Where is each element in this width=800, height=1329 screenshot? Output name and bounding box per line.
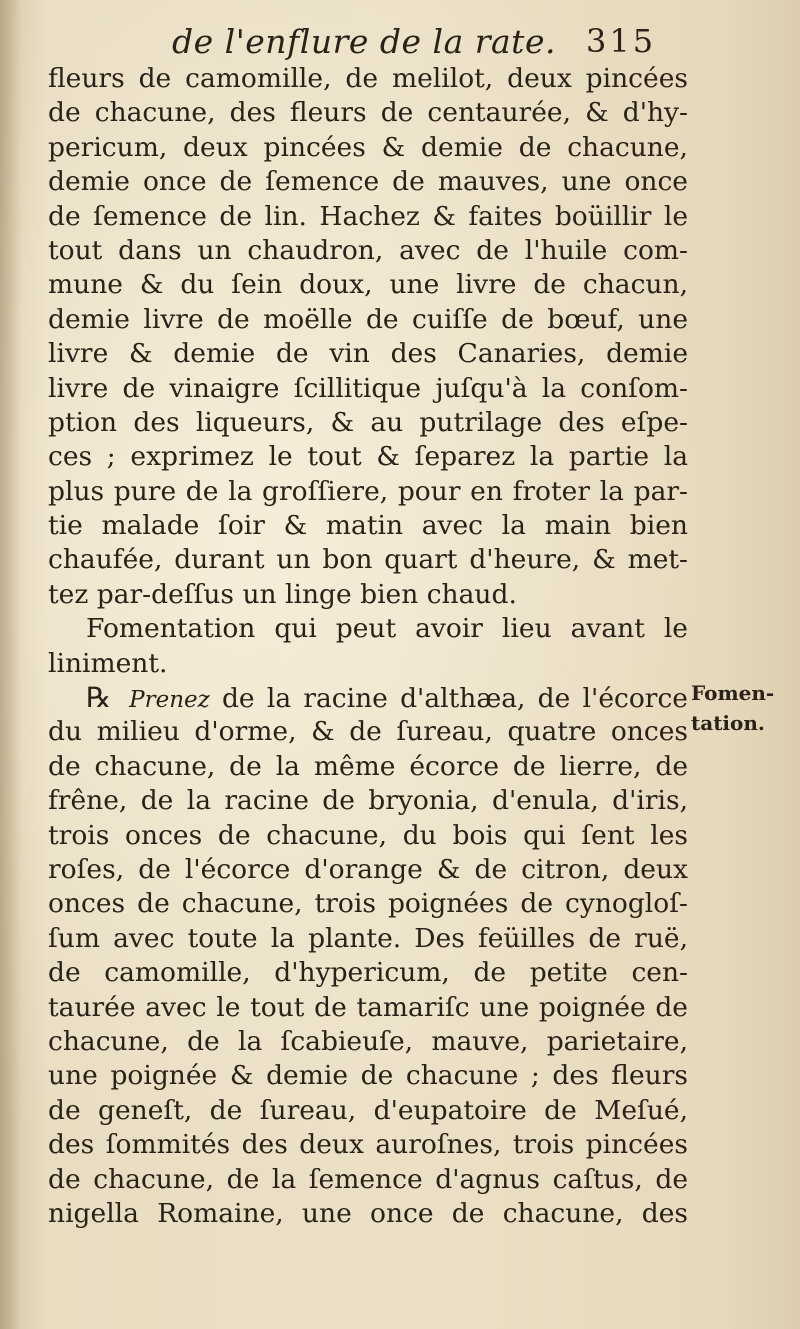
- text-line: tout dans un chaudron, avec de l'huile com-: [48, 234, 688, 266]
- text-line: du milieu d'orme, & de ſureau, quatre onces: [48, 716, 688, 748]
- page-header: [0, 18, 800, 62]
- text-line: tez par-deſſus un linge bien chaud.: [48, 578, 517, 610]
- text-line: de chacune, de la même écorce de lierre, de: [48, 750, 688, 782]
- marginal-note: [691, 678, 795, 738]
- recipe-first-line: [48, 681, 688, 715]
- text-line: tie malade ſoir & matin avec la main bien: [48, 510, 688, 542]
- text-line: fleurs de camomille, de melilot, deux pincées: [48, 63, 688, 94]
- text-line: plus pure de la groſſiere, pour en froter la par-: [48, 475, 688, 507]
- text-line: de chacune, des fleurs de centaurée, & d'hy-: [48, 97, 688, 129]
- text-line: roſes, de l'écorce d'orange & de citron, deux: [48, 853, 688, 885]
- text-line: une poignée & demie de chacune ; des fleurs: [48, 1060, 688, 1092]
- text-line: livre de vinaigre ſcillitique juſqu'à la conſom-: [48, 372, 688, 404]
- running-title: de l'enflure de la rate.: [172, 22, 556, 61]
- text-line: chaufée, durant un bon quart d'heure, & met-: [48, 544, 688, 576]
- recipe-word: Prenez: [129, 687, 210, 714]
- text-line: de camomille, d'hypericum, de petite cen-: [48, 957, 688, 989]
- text-line: de chacune, de la ſemence d'agnus caſtus, de: [48, 1163, 688, 1195]
- text-line: trois onces de chacune, du bois qui ſent les: [48, 819, 688, 851]
- text-line: pericum, deux pincées & demie de chacune,: [48, 131, 688, 163]
- recipe-first-line-rest: de la racine d'althæa, de l'écorce: [221, 683, 688, 715]
- marginal-note-line: Fomen-: [691, 681, 775, 705]
- text-line: frêne, de la racine de bryonia, d'enula, d'iris,: [48, 785, 688, 817]
- page-number: 315: [586, 22, 657, 60]
- text-line: mune & du ſein doux, une livre de chacun,: [48, 269, 688, 301]
- marginal-note-line: tation.: [691, 711, 765, 735]
- text-line: chacune, de la ſcabieuſe, mauve, parietaire,: [48, 1025, 688, 1057]
- text-line: de geneſt, de ſureau, d'eupatoire de Meſué,: [48, 1094, 688, 1126]
- text-line: onces de chacune, trois poignées de cynogloſ-: [48, 888, 688, 920]
- text-line: ces ; exprimez le tout & ſeparez la partie la: [48, 441, 688, 473]
- section-heading-line: Fomentation qui peut avoir lieu avant le: [86, 613, 688, 645]
- body-text: [48, 62, 688, 1231]
- section-heading-line: liniment.: [48, 647, 168, 679]
- text-line: ption des liqueurs, & au putrilage des eſpe-: [48, 406, 688, 438]
- text-line: demie once de ſemence de mauves, une once: [48, 166, 688, 198]
- text-line: de ſemence de lin. Hachez & faites boüillir le: [48, 200, 688, 232]
- text-line: nigella Romaine, une once de chacune, des: [48, 1197, 688, 1229]
- recipe-symbol: ℞: [86, 681, 112, 715]
- text-line: des ſommités des deux auroſnes, trois pincées: [48, 1129, 688, 1161]
- text-line: demie livre de moëlle de cuiſſe de bœuf, une: [48, 303, 688, 335]
- text-line: ſum avec toute la plante. Des feüilles de ruë,: [48, 922, 688, 954]
- text-line: taurée avec le tout de tamariſc une poignée de: [48, 991, 688, 1023]
- text-line: livre & demie de vin des Canaries, demie: [48, 338, 688, 370]
- spine-shadow: [0, 0, 22, 1329]
